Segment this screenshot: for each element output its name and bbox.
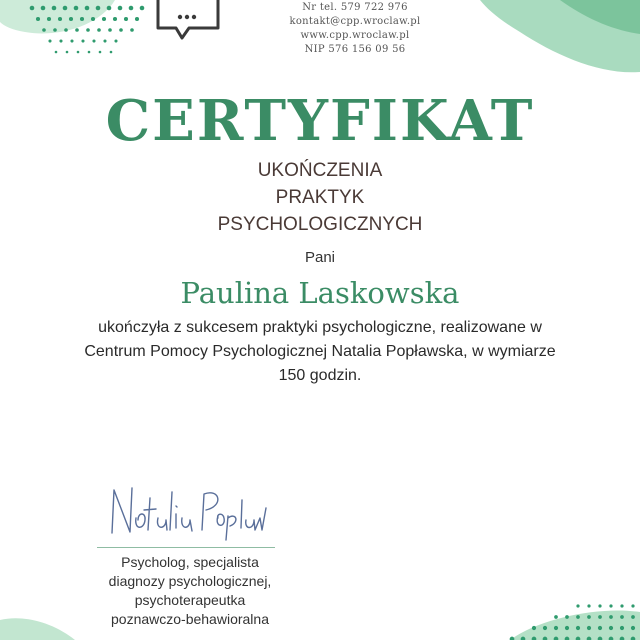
certificate-title: CERTYFIKAT: [105, 88, 535, 154]
contact-email: kontakt@cpp.wroclaw.pl: [289, 16, 421, 27]
body-line: Centrum Pomocy Psychologicznej Natalia Popławska, w wymiarze: [84, 343, 556, 360]
handwritten-signature: [100, 478, 270, 548]
subtitle-line: UKOŃCZENIA: [257, 160, 383, 181]
signer-title: [80, 553, 300, 629]
certificate-body: [0, 316, 640, 388]
body-line: ukończyła z sukcesem praktyki psychologiczne, realizowane w: [98, 319, 542, 336]
signer-title-line: diagnozy psychologicznej,: [108, 573, 272, 589]
body-line: 150 godzin.: [278, 367, 362, 384]
signer-title-line: Psycholog, specjalista: [121, 554, 259, 570]
signature-line: [97, 547, 275, 548]
contact-nip: NIP 576 156 09 56: [304, 44, 406, 55]
subtitle-line: PRAKTYK: [275, 187, 365, 208]
signer-title-line: psychoterapeutka: [134, 592, 246, 608]
contact-website: www.cpp.wroclaw.pl: [300, 30, 410, 41]
recipient-name: Paulina Laskowska: [180, 276, 460, 310]
salutation: Pani: [304, 249, 336, 266]
certificate-subtitle: [0, 157, 640, 238]
subtitle-line: PSYCHOLOGICZNYCH: [217, 214, 423, 235]
contact-phone: Nr tel. 579 722 976: [302, 2, 408, 13]
signer-title-line: poznawczo-behawioralna: [111, 611, 269, 627]
contact-info: [255, 1, 455, 57]
